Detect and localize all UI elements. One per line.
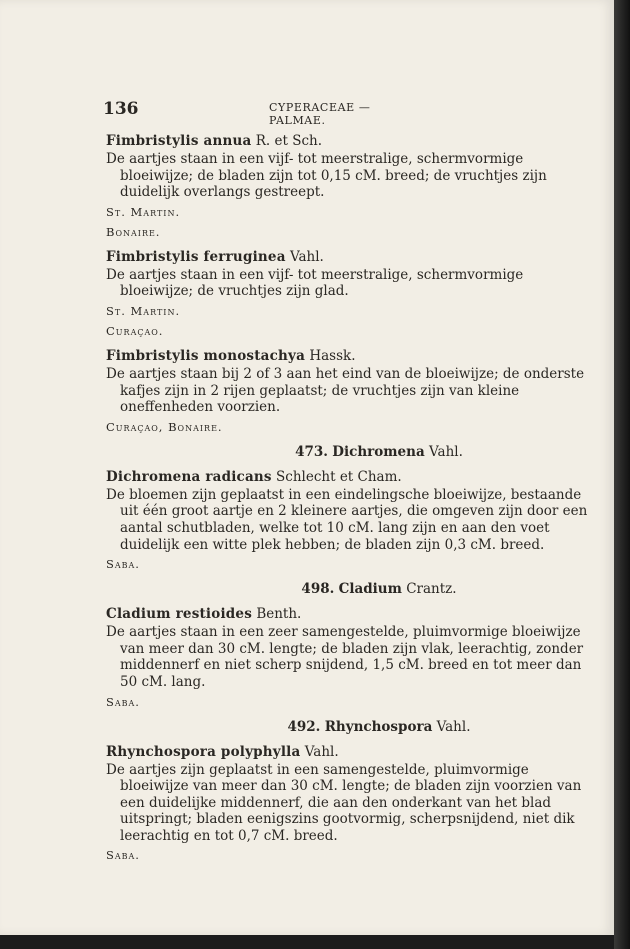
page-number: 136: [103, 99, 139, 119]
species-description: De aartjes staan in een zeer samengestelde, pluimvormige bloeiwijze van meer dan 30 cM. lengte; de bladen zijn vlak, leerachtig, zonder middennerf en niet scherp snijdend, 1,5 cM. breed en tot meer dan 50 cM. lang.: [106, 624, 584, 690]
location: St. Martin.: [106, 204, 181, 219]
genus-author: Vahl.: [436, 718, 471, 735]
book-binding-edge: [614, 0, 630, 949]
species-title: [106, 744, 592, 761]
species-author: R. et Sch.: [255, 133, 323, 149]
species-name: Dichromena radicans: [106, 468, 272, 485]
species-author: Benth.: [256, 606, 302, 623]
genus-name: Rhynchospora: [324, 718, 433, 735]
genus-author: Vahl.: [429, 443, 463, 460]
species-author: Vahl.: [289, 248, 324, 265]
page-body: [106, 133, 592, 872]
species-author: Vahl.: [304, 743, 339, 760]
location: Curaçao.: [106, 323, 164, 338]
genus-name: Cladium: [338, 581, 402, 598]
species-entry: [106, 348, 592, 436]
species-description: De bloemen zijn geplaatst in een eindelingsche bloeiwijze, bestaande uit één groot aartje en 2 kleinere aartjes, die omgeven zijn door een aantal schutbladen, welke tot 10 cM. lang zijn en aan den voet duidelijk een witte plek hebben; de bladen zijn 0,3 cM. breed.: [106, 486, 588, 553]
location: Curaçao, Bonaire.: [106, 419, 223, 434]
genus-heading: [106, 719, 592, 736]
species-name: Rhynchospora polyphylla: [106, 743, 301, 760]
species-title: [106, 133, 592, 150]
location: Bonaire.: [106, 224, 161, 239]
species-entry: [106, 469, 592, 573]
species-entry: [106, 133, 592, 241]
species-entry: [106, 249, 592, 340]
species-author: Hassk.: [309, 347, 356, 364]
location: Saba.: [106, 557, 140, 572]
species-title: [106, 606, 592, 623]
species-description: De aartjes staan bij 2 of 3 aan het eind van de bloeiwijze; de onderste kafjes zijn in 2 rijen geplaatst; de vruchtjes zijn van kleine oneffenheden voorzien.: [106, 365, 585, 416]
species-author: Schlecht et Cham.: [276, 468, 402, 485]
species-title: [106, 249, 592, 266]
genus-author: Crantz.: [406, 581, 457, 598]
location: Saba.: [106, 848, 140, 863]
species-entry: [106, 744, 592, 865]
species-entry: [106, 606, 592, 710]
genus-heading: [106, 444, 592, 461]
location: St. Martin.: [106, 303, 181, 318]
genus-name: Dichromena: [332, 443, 425, 460]
species-title: [106, 348, 592, 365]
species-description: De aartjes staan in een vijf- tot meerstralige, schermvormige bloeiwijze; de bladen zijn tot 0,15 cM. breed; de vruchtjes zijn duidelijk overlangs gestreept.: [106, 151, 547, 201]
genus-heading: [106, 581, 592, 598]
genus-number: 498.: [301, 581, 335, 598]
species-title: [106, 469, 592, 486]
species-description: De aartjes zijn geplaatst in een samengestelde, pluimvormige bloeiwijze van meer dan 30 cM. lengte; de bladen zijn voorzien van een duidelijke middennerf, die aan den onderkant van het blad uitspringt; bladen eenigszins gootvormig, scherpsnijdend, niet dik leerachtig en tot 0,7 cM. breed.: [106, 761, 582, 844]
genus-number: 492.: [287, 718, 321, 735]
species-description: De aartjes staan in een vijf- tot meerstralige, schermvormige bloeiwijze; de vruchtjes zijn glad.: [106, 266, 524, 300]
genus-number: 473.: [295, 443, 328, 460]
species-name: Cladium restioides: [106, 606, 253, 623]
location: Saba.: [106, 694, 140, 709]
species-name: Fimbristylis monostachya: [106, 347, 306, 364]
species-name: Fimbristylis annua: [106, 133, 252, 149]
species-name: Fimbristylis ferruginea: [106, 248, 286, 265]
running-title: CYPERACEAE — PALMAE.: [269, 101, 371, 127]
